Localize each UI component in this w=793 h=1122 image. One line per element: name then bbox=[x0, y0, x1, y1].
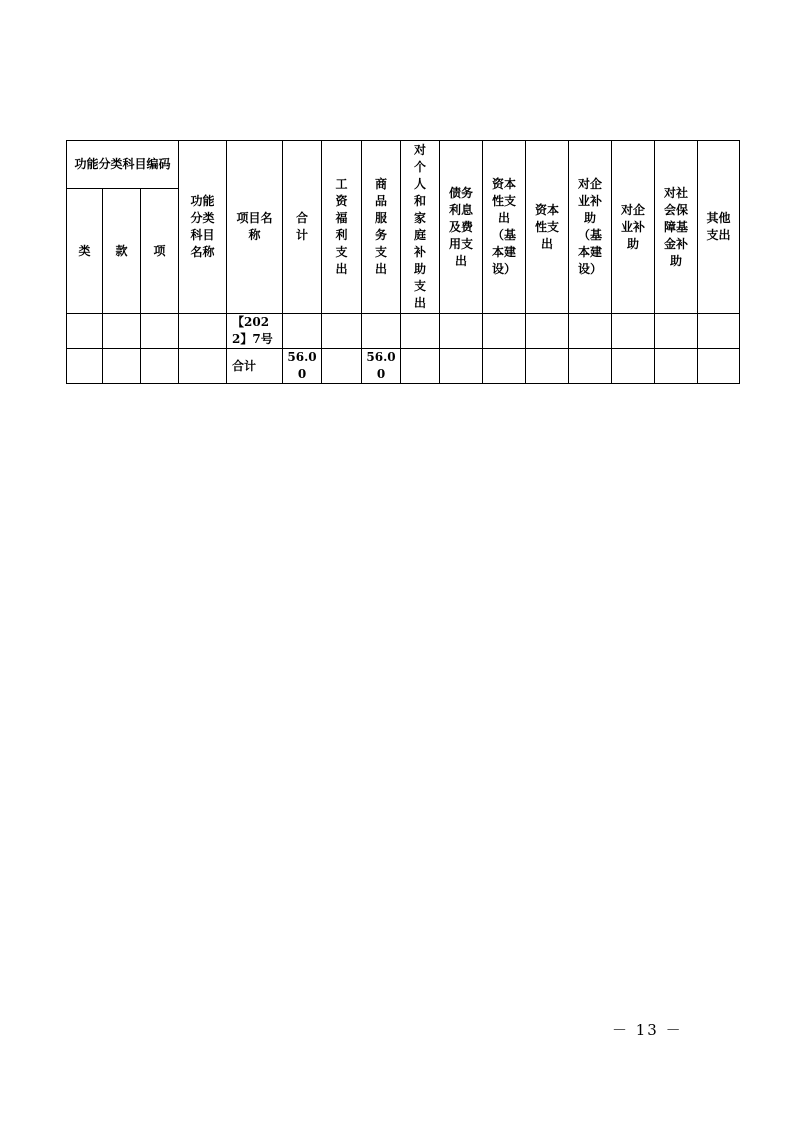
cell-goods bbox=[362, 314, 401, 349]
cell-capital bbox=[526, 349, 569, 384]
header-total: 合计 bbox=[283, 141, 322, 314]
cell-lei bbox=[67, 349, 103, 384]
cell-social bbox=[655, 349, 698, 384]
budget-table bbox=[66, 140, 740, 384]
header-goods-services: 商品服务支出 bbox=[362, 141, 401, 314]
header-kuan: 款 bbox=[103, 189, 141, 314]
cell-debt bbox=[440, 314, 483, 349]
cell-enterprise bbox=[612, 314, 655, 349]
cell-function-name bbox=[179, 349, 227, 384]
header-enterprise-construction: 对企业补助（基本建设） bbox=[569, 141, 612, 314]
cell-enterprise-construction bbox=[569, 314, 612, 349]
header-other: 其他支出 bbox=[698, 141, 740, 314]
cell-wage bbox=[322, 314, 362, 349]
cell-capital bbox=[526, 314, 569, 349]
cell-xiang bbox=[141, 349, 179, 384]
header-debt-interest: 债务利息及费用支出 bbox=[440, 141, 483, 314]
header-capital-construction: 资本性支出（基本建设） bbox=[483, 141, 526, 314]
cell-other bbox=[698, 314, 740, 349]
cell-social bbox=[655, 314, 698, 349]
cell-goods: 56.00 bbox=[362, 349, 401, 384]
header-wage-welfare: 工资福利支出 bbox=[322, 141, 362, 314]
cell-project-name: 合计 bbox=[227, 349, 283, 384]
cell-capital-construction bbox=[483, 314, 526, 349]
cell-enterprise bbox=[612, 349, 655, 384]
cell-project-name: 【2022】7号 bbox=[227, 314, 283, 349]
cell-other bbox=[698, 349, 740, 384]
cell-xiang bbox=[141, 314, 179, 349]
cell-personal bbox=[401, 314, 440, 349]
header-social-security-subsidy: 对社会保障基金补助 bbox=[655, 141, 698, 314]
header-personal-household-subsidy: 对个人和家庭补助支出 bbox=[401, 141, 440, 314]
page-number: － 13 － bbox=[612, 1021, 683, 1039]
header-enterprise-subsidy: 对企业补助 bbox=[612, 141, 655, 314]
header-function-code: 功能分类科目编码 bbox=[67, 141, 179, 189]
cell-total: 56.00 bbox=[283, 349, 322, 384]
cell-total bbox=[283, 314, 322, 349]
cell-debt bbox=[440, 349, 483, 384]
header-capital: 资本性支出 bbox=[526, 141, 569, 314]
cell-kuan bbox=[103, 314, 141, 349]
table-row-total bbox=[67, 349, 740, 384]
cell-personal bbox=[401, 349, 440, 384]
header-lei: 类 bbox=[67, 189, 103, 314]
cell-lei bbox=[67, 314, 103, 349]
cell-kuan bbox=[103, 349, 141, 384]
cell-enterprise-construction bbox=[569, 349, 612, 384]
cell-function-name bbox=[179, 314, 227, 349]
cell-capital-construction bbox=[483, 349, 526, 384]
header-xiang: 项 bbox=[141, 189, 179, 314]
table-row bbox=[67, 314, 740, 349]
header-function-name: 功能分类科目名称 bbox=[179, 141, 227, 314]
cell-wage bbox=[322, 349, 362, 384]
header-project-name: 项目名称 bbox=[227, 141, 283, 314]
